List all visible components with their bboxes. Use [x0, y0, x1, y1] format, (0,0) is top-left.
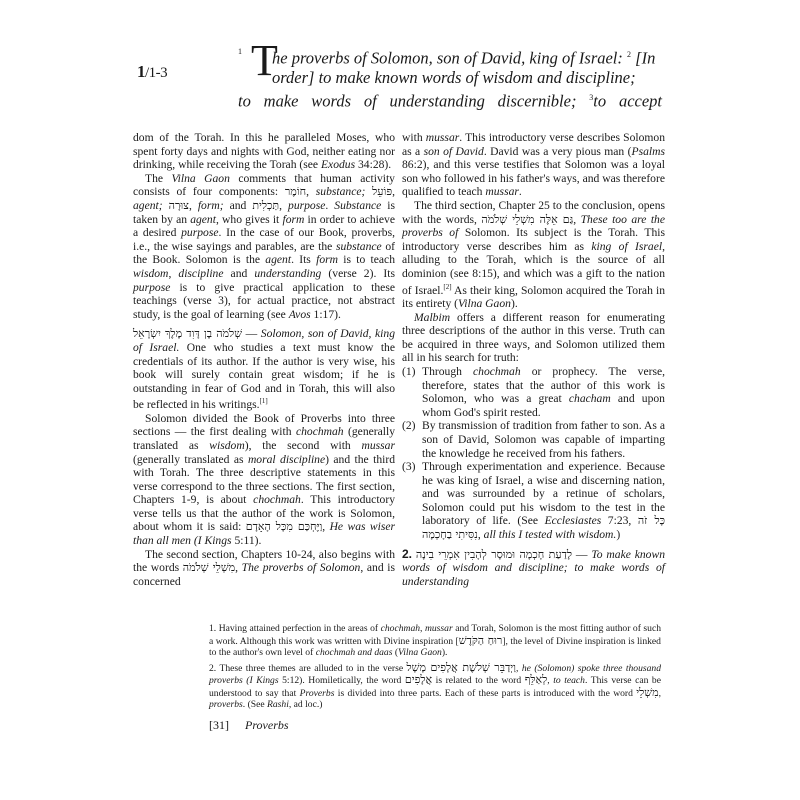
verse-number: 2.: [402, 546, 413, 561]
verse-number-1: 1: [238, 47, 242, 56]
drop-cap: T: [251, 36, 278, 85]
translation-line-2: order] to make known words of wisdom and discipline;: [272, 68, 636, 87]
commentary-paragraph: Solomon divided the Book of Proverbs into three sections — the first dealing with chochmah (generally translated as wisdom), the second with mussar (generally translated as moral discipline) and the third with Torah. The three descriptive statements in this verse correspond to the three sections. The first section, Chapters 1-9, is about chochmah. This introductory verse tells us that the author of the work is Solomon, about whom it is said: וַיֶּחְכַּם מִכָּל הָאָדָם, He was wiser than all men (I Kings 5:11).: [133, 411, 396, 548]
commentary-lemma-paragraph: 2. לָדַעַת חָכְמָה וּמוּסָר לְהָבִין אִמְרֵי בִינָה — To make known words of wisdom and discipline; to make words of understanding: [402, 546, 665, 588]
verse-reference: [137, 62, 167, 82]
footnote-1: 1. Having attained perfection in the areas of chochmah, mussar and Torah, Solomon is the most fitting author of such a work. Although this work was written with Divine inspiration [רוּחַ הַקֹּדֶשׁ], the level of Divine inspiration is linked to the author's own level of chochmah and daas (Vilna Gaon).: [209, 623, 662, 658]
footnote-ref-2[interactable]: [2]: [443, 282, 452, 291]
translation-line-1: 1 T he proverbs of Solomon, son of David, king of Israel: $^2$ [In: [238, 36, 656, 85]
footnote-2: 2. These three themes are alluded to in the verse וַיְדַבֵּר שְׁלֹשֶׁת אֲלָפִים מָשָׁל, he (Solomon) spoke three thousand proverbs (I Kings 5:12). Homiletically, the word אֲלָפִים is related to the word לְאַלֵּף, to teach. This verse can be understood to say that Proverbs is divided into three parts. Each of these parts is introduced with the word מִשְׁלֵי, proverbs. (See Rashi, ad loc.): [209, 660, 662, 710]
footnote-ref-1[interactable]: [1]: [259, 397, 268, 406]
commentary-paragraph: The second section, Chapters 10-24, also begins with the words מִשְׁלֵי שְׁלֹמֹה, The proverbs of Solomon, and is concerned: [133, 547, 395, 588]
translation-line-3: to make words of understanding discernible; $^3$to accept: [238, 91, 663, 110]
chapter-number: 1: [137, 62, 145, 81]
commentary-paragraph: The Vilna Gaon comments that human activity consists of four components: חוֹמֶר, substance; פּוֹעֵל, agent; צוּרָה, form; and תַּכְלִית, purpose. Substance is taken by an agent, who gives it form in order to achieve a desired purpose. In the case of our Book, proverbs, i.e., the wise sayings and parables, are the substance of the Book. Solomon is the agent. Its form is to teach wisdom, discipline and understanding (verse 2). Its purpose is to give practical application to these teachings (verse 3), for actual practice, not abstract study, is the goal of learning (see Avos 1:17).: [133, 171, 396, 321]
footnotes: [209, 623, 661, 714]
running-title: Proverbs: [245, 718, 289, 732]
commentary-paragraph: dom of the Torah. In this he paralleled Moses, who spent forty days and nights with God, neither eating nor drinking, while receiving the Torah (see Exodus 34:28).: [133, 131, 395, 172]
page-number: [31]: [209, 718, 229, 732]
commentary-paragraph: The third section, Chapter 25 to the conclusion, opens with the words, גַּם אֵלֶּה מִשְׁלֵי שְׁלֹמֹה, These too are the proverbs of Solomon. Its subject is the Torah. This introductory verse describes him as king of Israel, alluding to the Torah, which is the source of all dominion (see 8:15), and which was a gift to the nation of Israel.[2] As their king, Solomon acquired the Torah in its entirety (Vilna Gaon).: [402, 198, 665, 310]
commentary-paragraph: Malbim offers a different reason for enumerating three descriptions of the author in this verse. Truth can be acquired in three ways, and Solomon utilized them all in his search for truth:: [402, 310, 665, 365]
list-item: (2) By transmission of tradition from father to son. As a son of David, Solomon was capable of imparting the knowledge he received from his fathers.: [402, 419, 665, 460]
scripture-translation: [238, 36, 663, 111]
hebrew-lemma: לָדַעַת חָכְמָה וּמוּסָר לְהָבִין אִמְרֵי בִינָה: [415, 547, 573, 561]
verse-range: /1-3: [145, 65, 168, 81]
page-footer: [209, 718, 289, 733]
commentary-paragraph: with mussar. This introductory verse describes Solomon as a son of David. David was a very pious man (Psalms 86:2), and this verse testifies that Solomon was a loyal son who followed in his father's ways, and was therefore qualified to teach mussar.: [402, 131, 666, 199]
list-item: (1) Through chochmah or prophecy. The verse, therefore, states that the author of this work is Solomon, who was a great chacham and upon whom God's spirit rested.: [402, 364, 666, 419]
commentary-left-column: [133, 131, 395, 588]
list-item: (3) Through experimentation and experience. Because he was king of Israel, a wise and discerning nation, and was surrounded by a retinue of scholars, Solomon could put his wisdom to the test in the laboratory of life. (See Ecclesiastes 7:23, כָּל זֹה נִסִּיתִי בַחָכְמָה, all this I tested with wisdom.): [402, 460, 665, 542]
hebrew-lemma: שְׁלֹמֹה בֶן דָּוִד מֶלֶךְ יִשְׂרָאֵל: [133, 327, 242, 341]
commentary-lemma-paragraph: שְׁלֹמֹה בֶן דָּוִד מֶלֶךְ יִשְׂרָאֵל — Solomon, son of David, king of Israel. One who studies a text must know the credentials of its author. If the author is very wise, his book will surely contain great wisdom; if he is outstanding in fear of God and in Torah, this will also be reflected in his writings.[1]: [133, 327, 396, 412]
verse-number-3: 3: [589, 92, 594, 102]
commentary-right-column: [402, 131, 665, 588]
verse-number-2: 2: [627, 50, 632, 59]
